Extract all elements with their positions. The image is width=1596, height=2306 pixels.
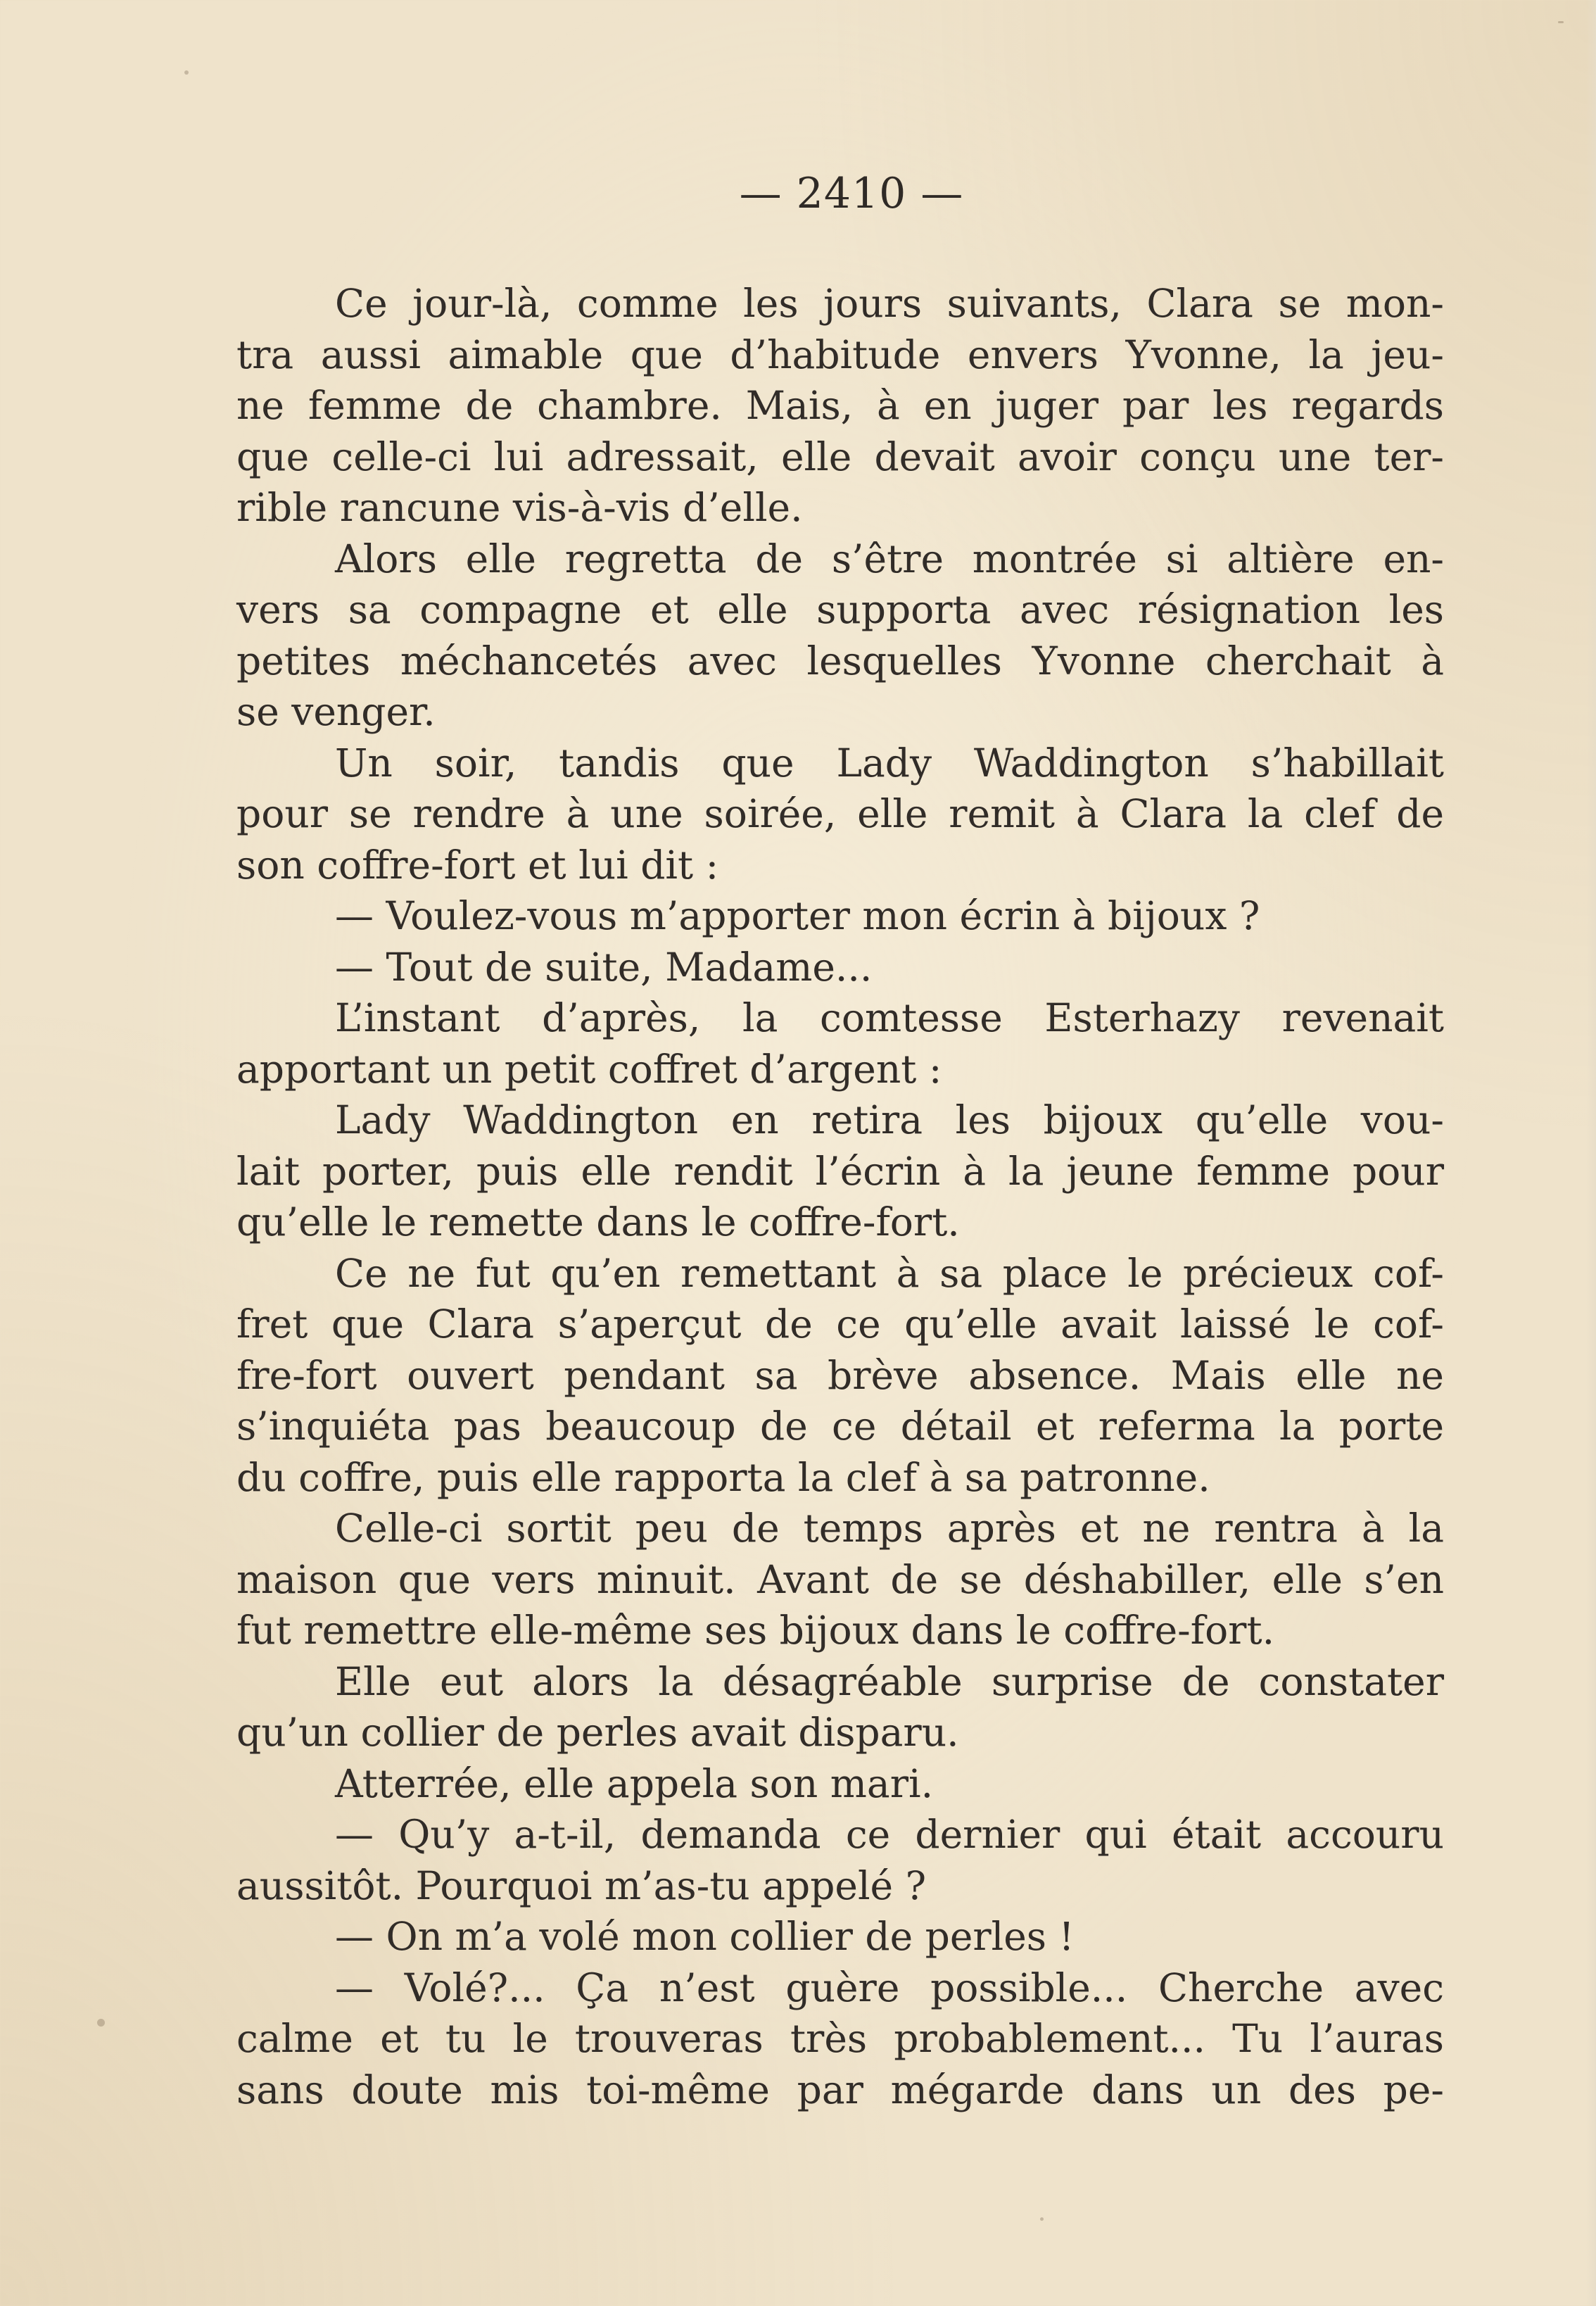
text-line: sans doute mis toi-même par mégarde dans un des pe- [236, 2067, 1444, 2112]
text-line: calme et tu le trouveras très probablement... Tu l’auras [236, 2016, 1444, 2061]
paper-speck [184, 70, 189, 75]
text-line: — Voulez-vous m’apporter mon écrin à bijoux ? [335, 893, 1260, 938]
page-number: — 2410 — [739, 169, 964, 218]
text-line: — On m’a volé mon collier de perles ! [335, 1914, 1075, 1959]
text-line: tra aussi aimable que d’habitude envers Yvonne, la jeu- [236, 332, 1444, 377]
text-line: Atterrée, elle appela son mari. [335, 1760, 934, 1806]
text-line: — Volé?... Ça n’est guère possible... Cherche avec [335, 1965, 1444, 2010]
text-line: son coffre-fort et lui dit : [236, 842, 719, 888]
text-line: Celle-ci sortit peu de temps après et ne rentra à la [335, 1506, 1444, 1551]
text-line: apportant un petit coffret d’argent : [236, 1046, 942, 1092]
text-line: maison que vers minuit. Avant de se déshabiller, elle s’en [236, 1556, 1444, 1602]
text-line: Lady Waddington en retira les bijoux qu’elle vou- [335, 1097, 1444, 1142]
page-edge [1586, 0, 1596, 2306]
text-line: Un soir, tandis que Lady Waddington s’habillait [335, 740, 1444, 786]
text-line: lait porter, puis elle rendit l’écrin à la jeune femme pour [236, 1148, 1444, 1194]
text-line: s’inquiéta pas beaucoup de ce détail et referma la porte [236, 1404, 1444, 1449]
text-line: qu’un collier de perles avait disparu. [236, 1710, 959, 1755]
text-line: Alors elle regretta de s’être montrée si altière en- [335, 536, 1444, 581]
paper-speck [1040, 2217, 1044, 2221]
text-line: Ce jour-là, comme les jours suivants, Clara se mon- [335, 281, 1444, 326]
text-line: fre-fort ouvert pendant sa brève absence. Mais elle ne [236, 1352, 1444, 1398]
paper-speck [97, 2019, 105, 2027]
text-line: — Qu’y a-t-il, demanda ce dernier qui était accouru [335, 1812, 1444, 1857]
body-text [236, 278, 1444, 2115]
text-line: L’instant d’après, la comtesse Esterhazy revenait [335, 995, 1444, 1040]
paper-speck [1558, 21, 1564, 23]
text-line: — Tout de suite, Madame... [335, 944, 873, 990]
text-line: rible rancune vis-à-vis d’elle. [236, 485, 803, 530]
text-line: ne femme de chambre. Mais, à en juger par les regards [236, 383, 1444, 428]
text-line: aussitôt. Pourquoi m’as-tu appelé ? [236, 1863, 927, 1908]
text-line: fut remettre elle-même ses bijoux dans le coffre-fort. [236, 1608, 1275, 1653]
text-line: Elle eut alors la désagréable surprise de constater [335, 1658, 1444, 1704]
text-line: Ce ne fut qu’en remettant à sa place le précieux cof- [335, 1250, 1444, 1296]
text-line: que celle-ci lui adressait, elle devait avoir conçu une ter- [236, 434, 1444, 479]
text-line: pour se rendre à une soirée, elle remit à Clara la clef de [236, 791, 1444, 836]
text-line: se venger. [236, 689, 436, 734]
text-line: qu’elle le remette dans le coffre-fort. [236, 1199, 960, 1245]
text-line: petites méchancetés avec lesquelles Yvonne cherchait à [236, 638, 1444, 683]
text-line: vers sa compagne et elle supporta avec résignation les [236, 587, 1444, 632]
text-line: du coffre, puis elle rapporta la clef à sa patronne. [236, 1454, 1210, 1500]
text-line: fret que Clara s’aperçut de ce qu’elle avait laissé le cof- [236, 1302, 1444, 1347]
